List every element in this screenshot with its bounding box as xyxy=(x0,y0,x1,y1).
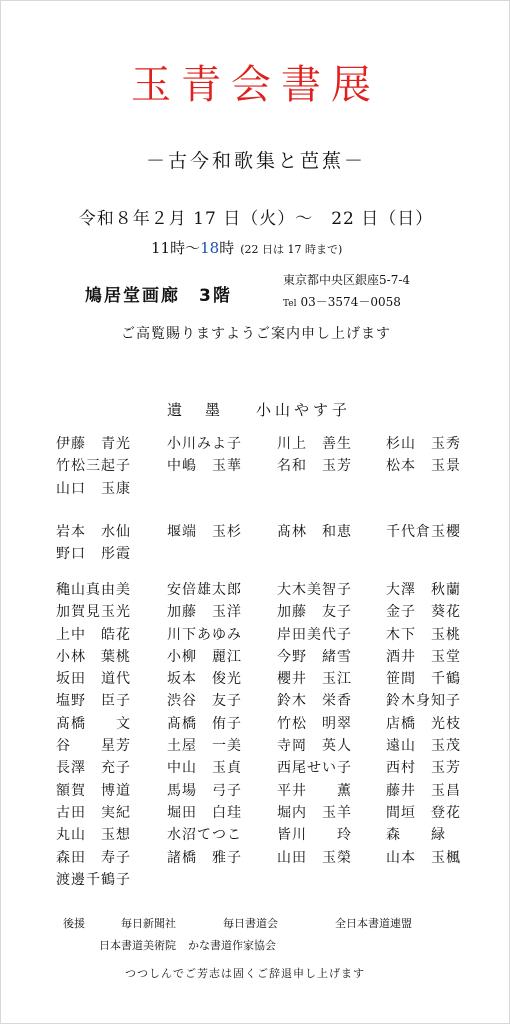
member-row xyxy=(56,824,476,846)
member-name: 髙橋 侑子 xyxy=(167,715,242,732)
member-name: 加賀見玉光 xyxy=(56,604,131,621)
member-name: 竹松三起子 xyxy=(56,458,131,475)
member-name: 髙橋 文 xyxy=(56,715,131,732)
supporter-kana-shodo: かな書道作家協会 xyxy=(188,939,276,952)
member-name: 松本 玉景 xyxy=(386,458,461,475)
phone-label: Tel xyxy=(283,299,297,309)
member-name: 金子 葵花 xyxy=(386,604,461,621)
member-name: 今野 緒雪 xyxy=(277,648,352,665)
phone-number: 03－3574－0058 xyxy=(300,295,401,309)
member-row xyxy=(56,601,476,623)
member-name: 馬場 弓子 xyxy=(167,782,242,799)
venue-phone xyxy=(283,293,401,310)
member-name: 髙林 和恵 xyxy=(277,524,352,540)
member-name: 加藤 玉洋 xyxy=(167,604,242,621)
member-name: 平井 薫 xyxy=(277,782,352,799)
memorial-works xyxy=(167,399,351,420)
member-name: 鈴木身知子 xyxy=(386,693,461,710)
memorial-label: 遺 墨 xyxy=(167,401,225,419)
supporter-zen-nihon-shodo: 全日本書道連盟 xyxy=(335,917,412,930)
member-name: 丸山 玉想 xyxy=(56,827,131,844)
member-name: 野口 彤霞 xyxy=(56,546,131,563)
venue-name: 鳩居堂画廊 3階 xyxy=(85,286,232,306)
last-day-hours-note: (22 日は 17 時まで) xyxy=(240,243,343,256)
member-name: 杉山 玉秀 xyxy=(386,436,461,452)
member-row xyxy=(56,543,476,565)
member-name: 堀田 白珪 xyxy=(167,804,242,821)
member-row xyxy=(56,521,476,543)
member-name: 遠山 玉茂 xyxy=(386,738,461,755)
member-name: 寺岡 英人 xyxy=(277,738,352,755)
member-name: 名和 玉芳 xyxy=(277,458,352,475)
member-name: 岸田美代子 xyxy=(277,626,352,643)
member-name: 鈴木 栄香 xyxy=(277,693,352,710)
member-name: 中山 玉貞 xyxy=(167,760,242,777)
member-name: 山本 玉楓 xyxy=(386,849,461,866)
member-name: 渡邊千鶴子 xyxy=(56,871,131,888)
member-name: 小川みよ子 xyxy=(167,436,242,452)
member-row xyxy=(56,668,476,690)
member-name: 中嶋 玉華 xyxy=(167,458,242,475)
member-row xyxy=(56,646,476,668)
member-name: 坂本 俊光 xyxy=(167,671,242,688)
member-name: 櫻井 玉江 xyxy=(277,671,352,688)
member-name: 千代倉玉櫻 xyxy=(386,524,461,540)
member-name: 小林 葉桃 xyxy=(56,648,131,665)
member-name: 山田 玉榮 xyxy=(277,849,352,866)
memorial-artist: 小山やす子 xyxy=(256,401,352,419)
member-row xyxy=(56,713,476,735)
member-name: 森田 寿子 xyxy=(56,849,131,866)
member-name: 坂田 道代 xyxy=(56,671,131,688)
closing-hour: 18 xyxy=(200,239,220,257)
member-name: 伊藤 青光 xyxy=(56,436,131,452)
member-name: 長澤 充子 xyxy=(56,760,131,777)
member-name: 木下 玉桃 xyxy=(386,626,461,643)
member-name: 古田 実紀 xyxy=(56,804,131,821)
member-row xyxy=(56,455,476,477)
member-name: 山口 玉康 xyxy=(56,480,131,497)
member-name: 安倍雄太郎 xyxy=(167,582,242,598)
supporter-mainichi-newspaper: 毎日新聞社 xyxy=(121,917,176,930)
member-name: 藤井 玉昌 xyxy=(386,782,461,799)
member-name: 諸橋 雅子 xyxy=(167,849,242,866)
member-row xyxy=(56,847,476,869)
member-row xyxy=(56,624,476,646)
member-row xyxy=(56,757,476,779)
member-name: 水沼てつこ xyxy=(167,827,242,844)
member-list-group-2 xyxy=(56,521,476,566)
supporter-mainichi-shodokai: 毎日書道会 xyxy=(223,917,278,930)
member-row xyxy=(56,478,476,500)
member-name: 竹松 明翠 xyxy=(277,715,352,732)
member-name: 間垣 登花 xyxy=(386,804,461,821)
member-name: 酒井 玉堂 xyxy=(386,648,461,665)
member-row xyxy=(56,433,476,455)
member-name: 堀内 玉羊 xyxy=(277,804,352,821)
member-row xyxy=(56,869,476,891)
member-name: 土屋 一美 xyxy=(167,738,242,755)
member-name: 川上 善生 xyxy=(277,436,352,452)
invitation-message: ご高覧賜りますようご案内申し上げます xyxy=(121,326,391,342)
closing-note: つつしんでご芳志は固くご辞退申し上げます xyxy=(125,967,365,980)
member-row xyxy=(56,690,476,712)
exhibition-title: 玉青会書展 xyxy=(131,62,381,108)
member-name: 加藤 友子 xyxy=(277,604,352,621)
supporter-nihon-shodo-bijutsuin: 日本書道美術院 xyxy=(99,939,176,952)
opening-hour-start: 11 xyxy=(151,239,171,257)
opening-hours xyxy=(151,237,342,258)
member-name: 森 緑 xyxy=(386,827,446,844)
member-name: 塩野 臣子 xyxy=(56,693,131,710)
member-name: 上中 皓花 xyxy=(56,626,131,643)
member-name: 小柳 麗江 xyxy=(167,648,242,665)
support-line-2 xyxy=(99,937,276,953)
member-name: 堰端 玉杉 xyxy=(167,524,242,540)
member-row xyxy=(56,802,476,824)
support-label: 後援 xyxy=(63,917,85,930)
member-name: 西村 玉芳 xyxy=(386,760,461,777)
member-row xyxy=(56,780,476,802)
venue-address: 東京都中央区銀座5-7-4 xyxy=(283,273,411,287)
member-name: 額賀 博道 xyxy=(56,782,131,799)
member-name: 大澤 秋蘭 xyxy=(386,582,461,598)
exhibition-subtitle: －古今和歌集と芭蕉－ xyxy=(145,150,366,172)
closing-hour-suffix: 時 xyxy=(219,239,235,257)
member-row xyxy=(56,579,476,601)
member-name: 穐山真由美 xyxy=(56,582,131,598)
member-name: 岩本 水仙 xyxy=(56,524,131,540)
member-row xyxy=(56,735,476,757)
exhibition-dates: 令和８年２月 17 日（火）〜 22 日（日） xyxy=(78,209,434,229)
opening-hour-mid: 時〜 xyxy=(170,239,201,257)
member-list-group-1 xyxy=(56,433,476,500)
member-name: 皆川 玲 xyxy=(277,827,352,844)
member-name: 西尾せい子 xyxy=(277,760,352,777)
member-list-group-3 xyxy=(56,579,476,891)
member-name: 渋谷 友子 xyxy=(167,693,242,710)
member-name: 店橋 光枝 xyxy=(386,715,461,732)
member-name: 川下あゆみ xyxy=(167,626,242,643)
member-name: 谷 星芳 xyxy=(56,738,131,755)
member-name: 大木美智子 xyxy=(277,582,352,598)
member-name: 笹間 千鶴 xyxy=(386,671,461,688)
